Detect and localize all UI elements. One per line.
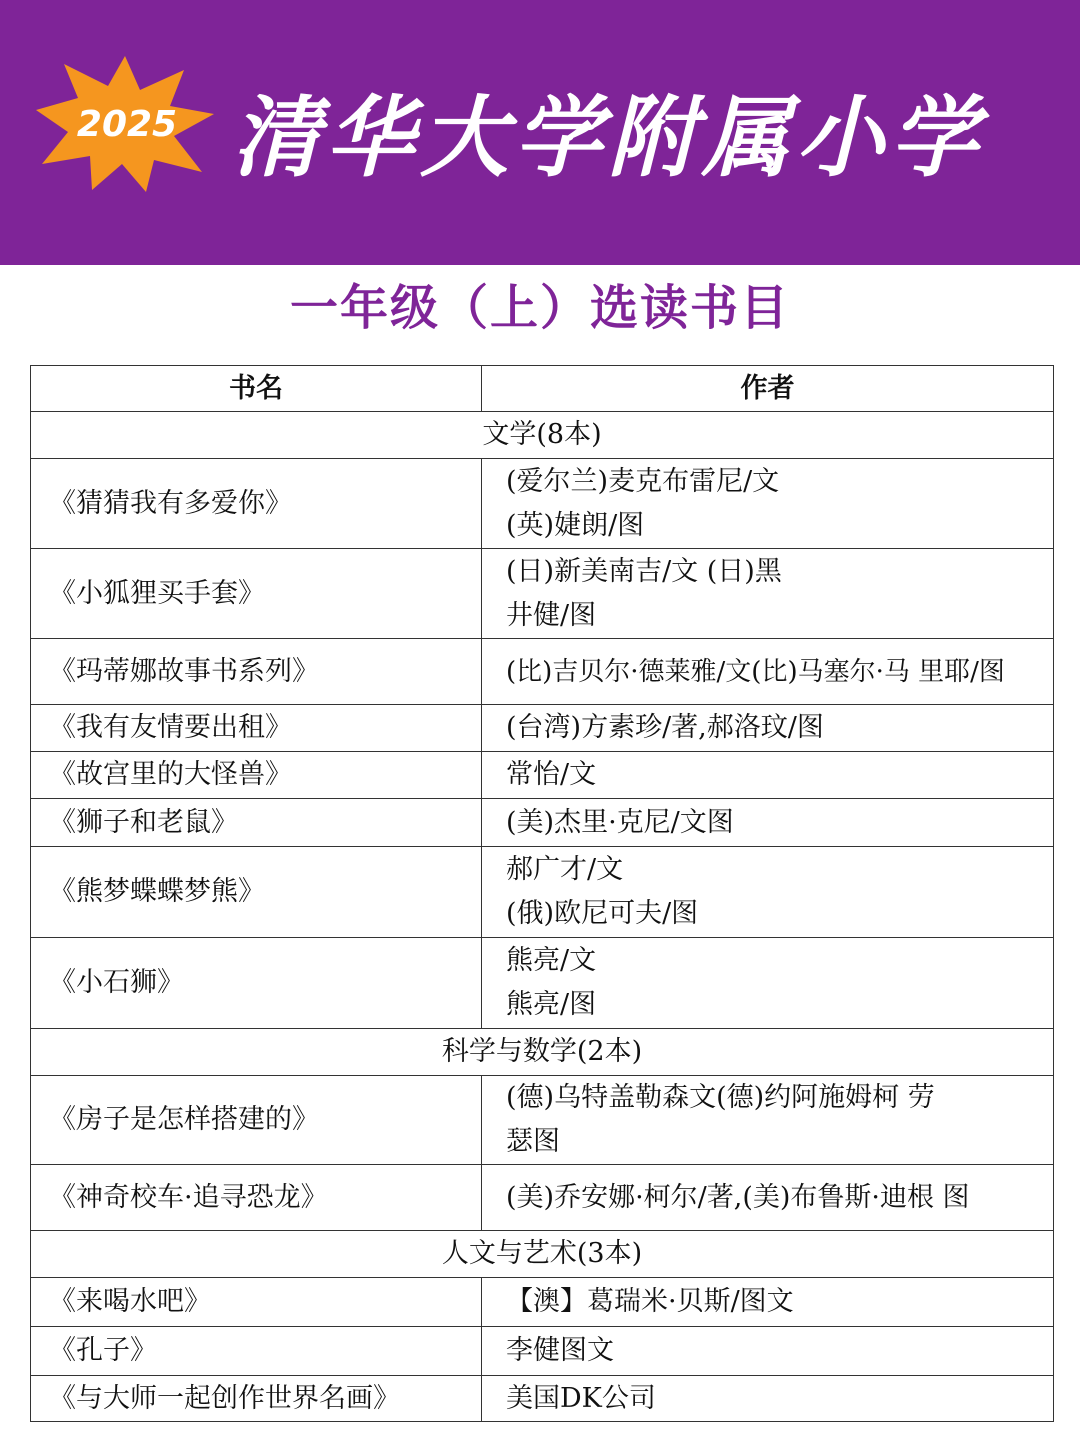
book-title: 《我有友情要出租》 — [31, 705, 482, 752]
book-title: 《猜猜我有多爱你》 — [31, 459, 482, 549]
author-line: 郝广才/文 — [506, 854, 624, 885]
book-title: 《小狐狸买手套》 — [31, 549, 482, 639]
table-row — [31, 1076, 1054, 1165]
badge-year: 2025 — [76, 104, 178, 145]
book-title: 《孔子》 — [31, 1327, 482, 1376]
header-banner — [0, 0, 1080, 265]
book-author — [482, 752, 1054, 799]
year-badge — [34, 52, 216, 194]
author-line: (俄)欧尼可夫/图 — [506, 898, 699, 929]
column-header-title: 书名 — [31, 366, 482, 412]
category-label: 科学与数学(2本) — [31, 1029, 1054, 1076]
category-label: 人文与艺术(3本) — [31, 1231, 1054, 1278]
table-row — [31, 705, 1054, 752]
author-line: (美)乔安娜·柯尔/著,(美)布鲁斯·迪根 图 — [506, 1181, 970, 1213]
book-title: 《房子是怎样搭建的》 — [31, 1076, 482, 1165]
book-author — [482, 938, 1054, 1029]
table-header-row — [31, 366, 1054, 412]
table-row — [31, 1278, 1054, 1327]
table-row — [31, 847, 1054, 938]
author-line: (美)杰里·克尼/文图 — [506, 806, 734, 838]
table-row — [31, 799, 1054, 847]
author-line: (英)婕朗/图 — [506, 509, 645, 541]
book-title: 《故宫里的大怪兽》 — [31, 752, 482, 799]
book-author — [482, 799, 1054, 847]
category-row — [31, 1231, 1054, 1278]
table-row — [31, 459, 1054, 549]
book-title: 《来喝水吧》 — [31, 1278, 482, 1327]
author-line: 瑟图 — [506, 1126, 560, 1157]
book-list-table — [30, 365, 1054, 1422]
table-row — [31, 752, 1054, 799]
book-author — [482, 1376, 1054, 1422]
book-author — [482, 549, 1054, 639]
book-author — [482, 1278, 1054, 1327]
book-author — [482, 1076, 1054, 1165]
table-row — [31, 938, 1054, 1029]
book-author — [482, 1327, 1054, 1376]
author-line: 熊亮/图 — [506, 989, 597, 1020]
author-line: (日)新美南吉/文 (日)黑 — [506, 555, 782, 587]
school-name: 清华大学附属小学 — [232, 86, 985, 189]
book-author — [482, 639, 1054, 705]
book-author — [482, 847, 1054, 938]
author-line: 李健图文 — [506, 1335, 614, 1366]
book-title: 《狮子和老鼠》 — [31, 799, 482, 847]
book-author — [482, 705, 1054, 752]
starburst-icon — [34, 52, 216, 194]
table-row — [31, 1376, 1054, 1422]
author-line: (德)乌特盖勒森文(德)约阿施姆柯 劳 — [506, 1082, 935, 1113]
book-title: 《小石狮》 — [31, 938, 482, 1029]
author-line: (爱尔兰)麦克布雷尼/文 — [506, 465, 780, 497]
table-body — [31, 412, 1054, 1422]
author-line: 井健/图 — [506, 599, 597, 631]
category-row — [31, 1029, 1054, 1076]
column-header-author: 作者 — [482, 366, 1054, 412]
book-title: 《玛蒂娜故事书系列》 — [31, 639, 482, 705]
author-line: 美国DK公司 — [506, 1382, 656, 1414]
book-title: 《与大师一起创作世界名画》 — [31, 1376, 482, 1422]
table-row — [31, 1327, 1054, 1376]
category-label: 文学(8本) — [31, 412, 1054, 459]
table-row — [31, 639, 1054, 705]
author-line: 常怡/文 — [506, 759, 597, 790]
book-title: 《熊梦蝶蝶梦熊》 — [31, 847, 482, 938]
book-author — [482, 1165, 1054, 1231]
author-line: (台湾)方素珍/著,郝洛玟/图 — [506, 712, 824, 743]
page-subtitle: 一年级（上）选读书目 — [289, 280, 790, 336]
category-row — [31, 412, 1054, 459]
author-line: 【澳】葛瑞米·贝斯/图文 — [506, 1286, 794, 1317]
book-author — [482, 459, 1054, 549]
book-title: 《神奇校车·追寻恐龙》 — [31, 1165, 482, 1231]
table-row — [31, 549, 1054, 639]
author-line: 熊亮/文 — [506, 945, 597, 976]
author-line: (比)吉贝尔·德莱雅/文(比)马塞尔·马 里耶/图 — [506, 656, 1005, 687]
table-row — [31, 1165, 1054, 1231]
